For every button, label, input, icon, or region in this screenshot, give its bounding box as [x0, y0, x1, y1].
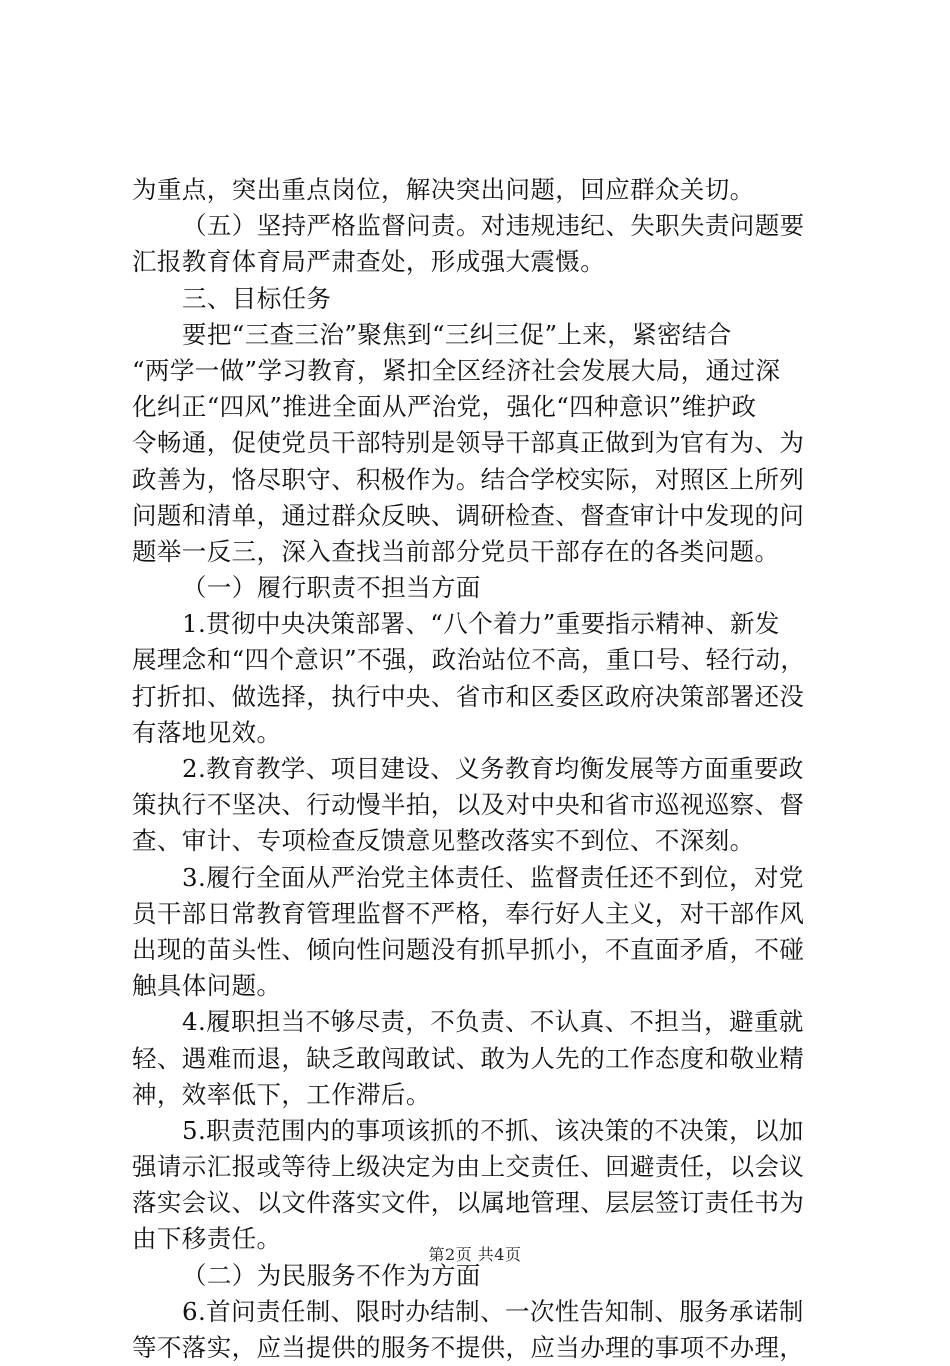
text-line: 4.履职担当不够尽责，不负责、不认真、不担当，避重就: [182, 1007, 804, 1037]
text-line: 神，效率低下，工作滞后。: [132, 1079, 431, 1109]
text-line: 触具体问题。: [132, 971, 282, 1001]
text-line: 有落地见效。: [132, 717, 282, 747]
text-line: 令畅通，促使党员干部特别是领导干部真正做到为官有为、为: [132, 428, 805, 458]
subsection-heading: （二）为民服务不作为方面: [182, 1260, 481, 1290]
text-line: 为重点，突出重点岗位，解决突出问题，回应群众关切。: [132, 175, 755, 204]
text-line: 强请示汇报或等待上级决定为由上交责任、回避责任，以会议: [132, 1152, 805, 1182]
text-line: 6.首问责任制、限时办结制、一次性告知制、服务承诺制: [182, 1296, 804, 1326]
text-line: 落实会议、以文件落实文件，以属地管理、层层签订责任书为: [132, 1188, 805, 1218]
text-line: 政善为，恪尽职守、积极作为。结合学校实际，对照区上所列: [132, 464, 805, 494]
document-body: [132, 172, 832, 1366]
subsection-heading: （一）履行职责不担当方面: [182, 573, 481, 603]
text-line: 题举一反三，深入查找当前部分党员干部存在的各类问题。: [132, 536, 780, 566]
text-line: 问题和清单，通过群众反映、调研检查、督查审计中发现的问: [132, 500, 805, 530]
text-line: 3.履行全面从严治党主体责任、监督责任还不到位，对党: [182, 862, 804, 892]
text-line: 查、审计、专项检查反馈意见整改落实不到位、不深刻。: [132, 826, 755, 856]
text-line: 汇报教育体育局严肃查处，形成强大震慑。: [132, 247, 606, 277]
text-line: 由下移责任。: [132, 1224, 282, 1254]
page-number-footer: 第2页 共4页: [428, 1245, 522, 1264]
text-line: 2.教育教学、项目建设、义务教育均衡发展等方面重要政: [182, 754, 804, 783]
text-line: 化纠正“四风”推进全面从严治党，强化“四种意识”维护政: [132, 392, 757, 422]
text-line: 轻、遇难而退，缺乏敢闯敢试、敢为人先的工作态度和敬业精: [132, 1043, 805, 1073]
text-line: 出现的苗头性、倾向性问题没有抓早抓小，不直面矛盾，不碰: [132, 934, 805, 964]
text-line: 1.贯彻中央决策部署、“八个着力”重要指示精神、新发: [182, 609, 780, 639]
text-line: 5.职责范围内的事项该抓的不抓、该决策的不决策，以加: [182, 1115, 804, 1145]
text-line: “两学一做”学习教育，紧扣全区经济社会发展大局，通过深: [132, 355, 781, 385]
text-line: 策执行不坚决、行动慢半拍，以及对中央和省市巡视巡察、督: [132, 790, 805, 820]
text-line: 打折扣、做选择，执行中央、省市和区委区政府决策部署还没: [132, 681, 805, 711]
text-line: 展理念和“四个意识”不强，政治站位不高，重口号、轻行动，: [132, 645, 806, 675]
text-line: 等不落实，应当提供的服务不提供，应当办理的事项不办理，: [132, 1333, 805, 1362]
section-heading: 三、目标任务: [182, 283, 332, 313]
text-line: 员干部日常教育管理监督不严格，奉行好人主义，对干部作风: [132, 898, 805, 928]
text-line: （五）坚持严格监督问责。对违规违纪、失职失责问题要: [182, 211, 805, 241]
text-line: 要把“三查三治”聚焦到“三纠三促”上来，紧密结合: [182, 319, 732, 349]
